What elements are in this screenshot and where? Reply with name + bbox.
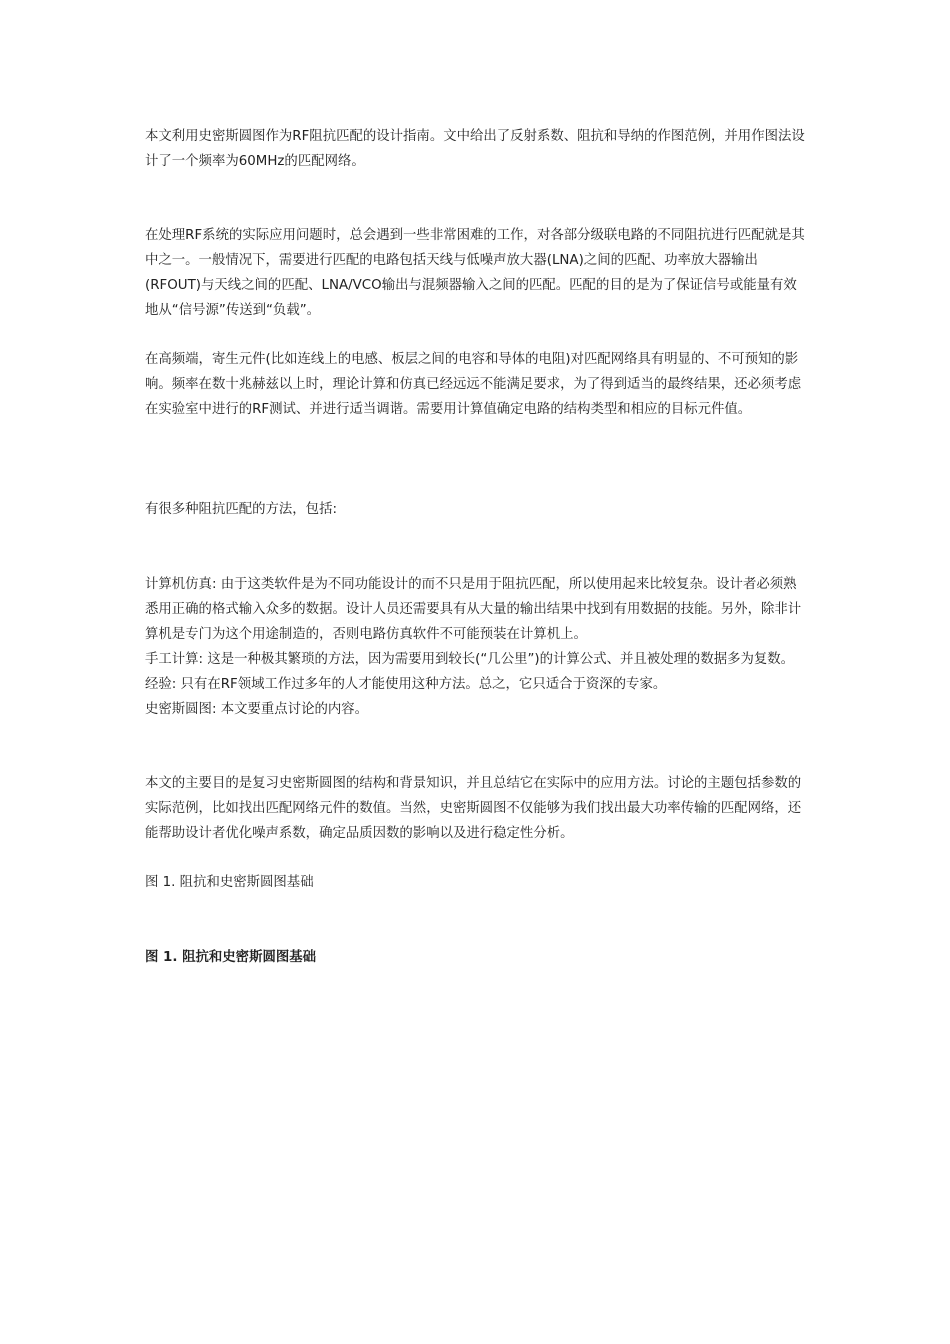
- goal-paragraph: [145, 771, 809, 846]
- method-item-computer-simulation: 计算机仿真: 由于这类软件是为不同功能设计的而不只是用于阻抗匹配，所以使用起来比较复杂。设计者必须熟悉用正确的格式输入众多的数据。设计人员还需要具有从大量的输出结果中找到有用数据的技能。另外，除非计算机是专门为这个用途制造的，否则电路仿真软件不可能预装在计算机上。: [145, 577, 802, 642]
- intro-paragraph: [145, 124, 809, 174]
- figure-heading-text: 图 1. 阻抗和史密斯圆图基础: [145, 950, 317, 965]
- methods-intro-paragraph: [145, 497, 809, 522]
- goal-text: 本文的主要目的是复习史密斯圆图的结构和背景知识，并且总结它在实际中的应用方法。讨论的主题包括参数的实际范例，比如找出匹配网络元件的数值。当然，史密斯圆图不仅能够为我们找出最大功率传输的匹配网络，还能帮助设计者优化噪声系数，确定品质因数的影响以及进行稳定性分析。: [145, 776, 802, 841]
- intro-text: 本文利用史密斯圆图作为RF阻抗匹配的设计指南。文中给出了反射系数、阻抗和导纳的作图范例，并用作图法设计了一个频率为60MHz的匹配网络。: [145, 129, 805, 169]
- method-item-experience: 经验: 只有在RF领域工作过多年的人才能使用这种方法。总之，它只适合于资深的专家。: [145, 677, 667, 692]
- high-frequency-paragraph: [145, 347, 809, 422]
- methods-list: [145, 572, 809, 722]
- figure-caption-text: 图 1. 阻抗和史密斯圆图基础: [145, 875, 314, 890]
- high-frequency-text: 在高频端，寄生元件(比如连线上的电感、板层之间的电容和导体的电阻)对匹配网络具有明显的、不可预知的影响。频率在数十兆赫兹以上时，理论计算和仿真已经远远不能满足要求，为了得到适当的最终结果，还必须考虑在实验室中进行的RF测试、并进行适当调谐。需要用计算值确定电路的结构类型和相应的目标元件值。: [145, 352, 802, 417]
- method-item-manual-calculation: 手工计算: 这是一种极其繁琐的方法，因为需要用到较长(“几公里”)的计算公式、并且被处理的数据多为复数。: [145, 652, 795, 667]
- methods-intro-text: 有很多种阻抗匹配的方法，包括:: [145, 502, 337, 517]
- method-item-smith-chart: 史密斯圆图: 本文要重点讨论的内容。: [145, 702, 369, 717]
- rf-matching-paragraph: [145, 223, 809, 323]
- figure-heading: [145, 945, 809, 970]
- rf-matching-text: 在处理RF系统的实际应用问题时，总会遇到一些非常困难的工作，对各部分级联电路的不同阻抗进行匹配就是其中之一。一般情况下，需要进行匹配的电路包括天线与低噪声放大器(LNA)之间的匹配、功率放大器输出(RFOUT)与天线之间的匹配、LNA/VCO输出与混频器输入之间的匹配。匹配的目的是为了保证信号或能量有效地从“信号源”传送到“负载”。: [145, 228, 805, 318]
- figure-caption: [145, 870, 809, 895]
